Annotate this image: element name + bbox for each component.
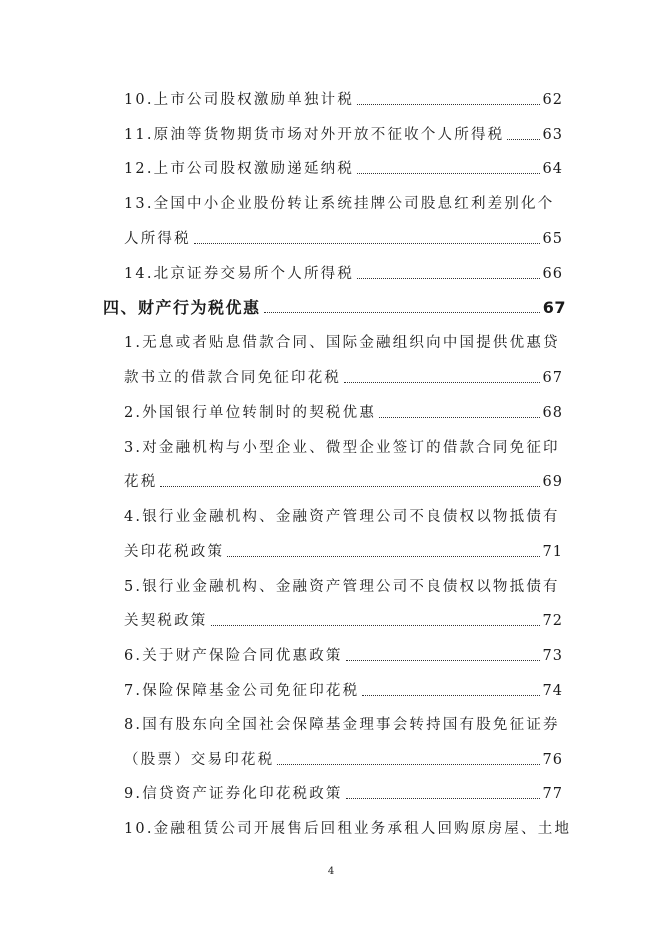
toc-entry-10-stock-incentive[interactable]: 10.上市公司股权激励单独计税 62 bbox=[124, 92, 563, 108]
dot-leader bbox=[357, 104, 539, 105]
toc-page-number: 73 bbox=[542, 648, 563, 664]
toc-entry-1-line2[interactable]: 款书立的借款合同免征印花税 67 bbox=[124, 370, 563, 386]
dot-leader bbox=[227, 556, 539, 557]
toc-entry-10-line1[interactable]: 10.金融租赁公司开展售后回租业务承租人回购原房屋、土地 bbox=[124, 821, 572, 837]
dot-leader bbox=[160, 486, 539, 487]
toc-entry-9-securitization[interactable]: 9.信贷资产证券化印花税政策 77 bbox=[124, 786, 563, 802]
toc-page-number: 63 bbox=[542, 127, 563, 143]
dot-leader bbox=[346, 660, 540, 661]
toc-entry-6-property-insurance[interactable]: 6.关于财产保险合同优惠政策 73 bbox=[124, 648, 563, 664]
toc-page-number: 69 bbox=[542, 474, 563, 490]
toc-entry-14-beijing-exchange[interactable]: 14.北京证券交易所个人所得税 66 bbox=[124, 266, 563, 282]
dot-leader bbox=[277, 764, 539, 765]
toc-entry-13-line2[interactable]: 人所得税 65 bbox=[124, 231, 563, 247]
toc-page-number: 66 bbox=[542, 266, 563, 282]
toc-entry-5-line1[interactable]: 5.银行业金融机构、金融资产管理公司不良债权以物抵债有 bbox=[124, 579, 560, 595]
dot-leader bbox=[346, 798, 540, 799]
toc-entry-12-deferred-tax[interactable]: 12.上市公司股权激励递延纳税 64 bbox=[124, 161, 563, 177]
toc-entry-3-line1[interactable]: 3.对金融机构与小型企业、微型企业签订的借款合同免征印 bbox=[124, 440, 560, 456]
toc-page-number: 77 bbox=[542, 786, 563, 802]
toc-entry-1-line1[interactable]: 1.无息或者贴息借款合同、国际金融组织向中国提供优惠贷 bbox=[124, 335, 560, 351]
toc-page-number: 62 bbox=[542, 92, 563, 108]
toc-entry-2-foreign-bank[interactable]: 2.外国银行单位转制时的契税优惠 68 bbox=[124, 405, 563, 421]
toc-page-number: 72 bbox=[542, 613, 563, 629]
toc-entry-8-line2[interactable]: （股票）交易印花税 76 bbox=[124, 752, 563, 768]
dot-leader bbox=[211, 625, 540, 626]
toc-entry-13-line1[interactable]: 13.全国中小企业股份转让系统挂牌公司股息红利差别化个 bbox=[124, 196, 555, 212]
toc-entry-8-line1[interactable]: 8.国有股东向全国社会保障基金理事会转持国有股免征证券 bbox=[124, 717, 560, 733]
toc-entry-11-crude-oil-futures[interactable]: 11.原油等货物期货市场对外开放不征收个人所得税 63 bbox=[124, 127, 563, 143]
toc-page-number: 71 bbox=[542, 544, 563, 560]
dot-leader bbox=[264, 312, 540, 313]
dot-leader bbox=[379, 417, 540, 418]
dot-leader bbox=[357, 278, 539, 279]
toc-page-number: 64 bbox=[542, 161, 563, 177]
toc-entry-4-line1[interactable]: 4.银行业金融机构、金融资产管理公司不良债权以物抵债有 bbox=[124, 509, 560, 525]
toc-page-number: 67 bbox=[542, 298, 566, 317]
toc-entry-5-line2[interactable]: 关契税政策 72 bbox=[124, 613, 563, 629]
dot-leader bbox=[507, 139, 539, 140]
toc-page-number: 74 bbox=[542, 683, 563, 699]
toc-page-number: 65 bbox=[542, 231, 563, 247]
toc-page-number: 68 bbox=[542, 405, 563, 421]
toc-entry-3-line2[interactable]: 花税 69 bbox=[124, 474, 563, 490]
toc-entry-4-line2[interactable]: 关印花税政策 71 bbox=[124, 544, 563, 560]
dot-leader bbox=[357, 173, 539, 174]
toc-section-heading-4[interactable]: 四、财产行为税优惠 67 bbox=[103, 298, 566, 317]
page-number: 4 bbox=[327, 866, 335, 877]
dot-leader bbox=[194, 243, 540, 244]
dot-leader bbox=[362, 695, 539, 696]
toc-page-number: 67 bbox=[542, 370, 563, 386]
toc-entry-7-insurance-fund[interactable]: 7.保险保障基金公司免征印花税 74 bbox=[124, 683, 563, 699]
toc-page-number: 76 bbox=[542, 752, 563, 768]
dot-leader bbox=[344, 382, 539, 383]
